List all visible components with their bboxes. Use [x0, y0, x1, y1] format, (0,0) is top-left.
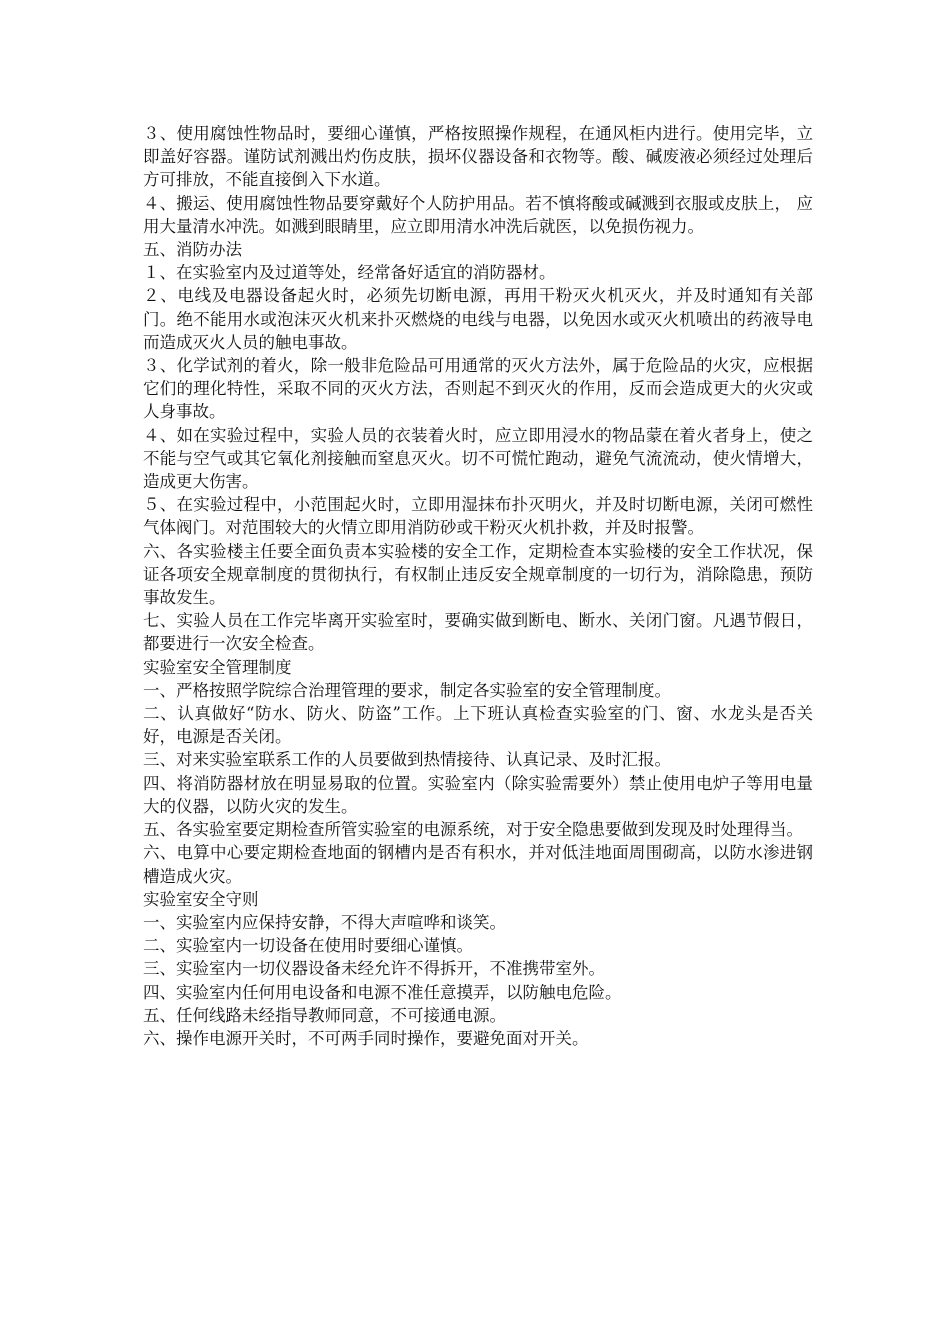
paragraph-safety-rule-1: 一、实验室内应保持安静，不得大声喧哗和谈笑。: [143, 912, 506, 932]
paragraph-management-rule-2: 二、认真做好“防水、防火、防盗”工作。上下班认真检查实验室的门、窗、水龙头是否关好，电源是否关闭。: [143, 704, 813, 747]
paragraph-safety-rule-5: 五、任何线路未经指导教师同意，不可接通电源。: [143, 1005, 506, 1025]
section-heading-safety-rules: 实验室安全守则: [143, 889, 259, 909]
paragraph-safety-rule-6: 六、操作电源开关时，不可两手同时操作，要避免面对开关。: [143, 1028, 589, 1048]
section-heading-safety-management: 实验室安全管理制度: [143, 657, 292, 677]
paragraph-management-rule-1: 一、严格按照学院综合治理管理的要求，制定各实验室的安全管理制度。: [143, 680, 671, 700]
paragraph-management-rule-6: 六、电算中心要定期检查地面的钢槽内是否有积水，并对低洼地面周围砌高，以防水渗进钢槽造成火灾。: [143, 843, 813, 886]
section-heading-fire-fighting: 五、消防办法: [143, 240, 242, 260]
paragraph-safety-rule-3: 三、实验室内一切仪器设备未经允许不得拆开，不准携带室外。: [143, 959, 605, 979]
paragraph-small-fire: ５、在实验过程中，小范围起火时，立即用湿抹布扑灭明火，并及时切断电源，关闭可燃性气体阀门。对范围较大的火情立即用消防砂或干粉灭火机扑救，并及时报警。: [143, 495, 813, 538]
paragraph-leaving-lab: 七、实验人员在工作完毕离开实验室时，要确实做到断电、断水、关闭门窗。凡遇节假日，都要进行一次安全检查。: [143, 611, 813, 654]
paragraph-corrosive-use: ３、使用腐蚀性物品时，要细心谨慎，严格按照操作规程，在通风柜内进行。使用完毕，立即盖好容器。谨防试剂溅出灼伤皮肤，损坏仪器设备和衣物等。酸、碱废液必须经过处理后方可排放，不能直接倒入下水道。: [143, 124, 813, 190]
paragraph-management-rule-3: 三、对来实验室联系工作的人员要做到热情接待、认真记录、及时汇报。: [143, 750, 671, 770]
paragraph-building-director: 六、各实验楼主任要全面负责本实验楼的安全工作，定期检查本实验楼的安全工作状况，保证各项安全规章制度的贯彻执行，有权制止违反安全规章制度的一切行为，消除隐患，预防事故发生。: [143, 541, 813, 608]
document-body: [143, 122, 813, 1050]
paragraph-management-rule-4: 四、将消防器材放在明显易取的位置。实验室内（除实验需要外）禁止使用电炉子等用电量大的仪器，以防火灾的发生。: [143, 773, 813, 816]
paragraph-fire-equipment: １、在实验室内及过道等处，经常备好适宜的消防器材。: [143, 263, 556, 283]
paragraph-clothing-fire: ４、如在实验过程中，实验人员的衣装着火时，应立即用浸水的物品蒙在着火者身上，使之不能与空气或其它氧化剂接触而窒息灭火。切不可慌忙跑动，避免气流流动，使火情增大，造成更大伤害。: [143, 425, 813, 492]
paragraph-safety-rule-2: 二、实验室内一切设备在使用时要细心谨慎。: [143, 936, 473, 956]
paragraph-management-rule-5: 五、各实验室要定期检查所管实验室的电源系统，对于安全隐患要做到发现及时处理得当。: [143, 820, 803, 840]
paragraph-corrosive-transport: ４、搬运、使用腐蚀性物品要穿戴好个人防护用品。若不慎将酸或碱溅到衣服或皮肤上， 应用大量清水冲洗。如溅到眼睛里，应立即用清水冲洗后就医，以免损伤视力。: [143, 193, 813, 236]
paragraph-electrical-fire: ２、电线及电器设备起火时，必须先切断电源，再用干粉灭火机灭火，并及时通知有关部门。绝不能用水或泡沫灭火机来扑灭燃烧的电线与电器，以免因水或灭火机喷出的药液导电而造成灭火人员的触电事故。: [143, 286, 813, 352]
paragraph-chemical-fire: ３、化学试剂的着火，除一般非危险品可用通常的灭火方法外，属于危险品的火灾，应根据它们的理化特性，采取不同的灭火方法，否则起不到灭火的作用，反而会造成更大的火灾或人身事故。: [143, 356, 813, 422]
paragraph-safety-rule-4: 四、实验室内任何用电设备和电源不准任意摸弄，以防触电危险。: [143, 982, 622, 1002]
